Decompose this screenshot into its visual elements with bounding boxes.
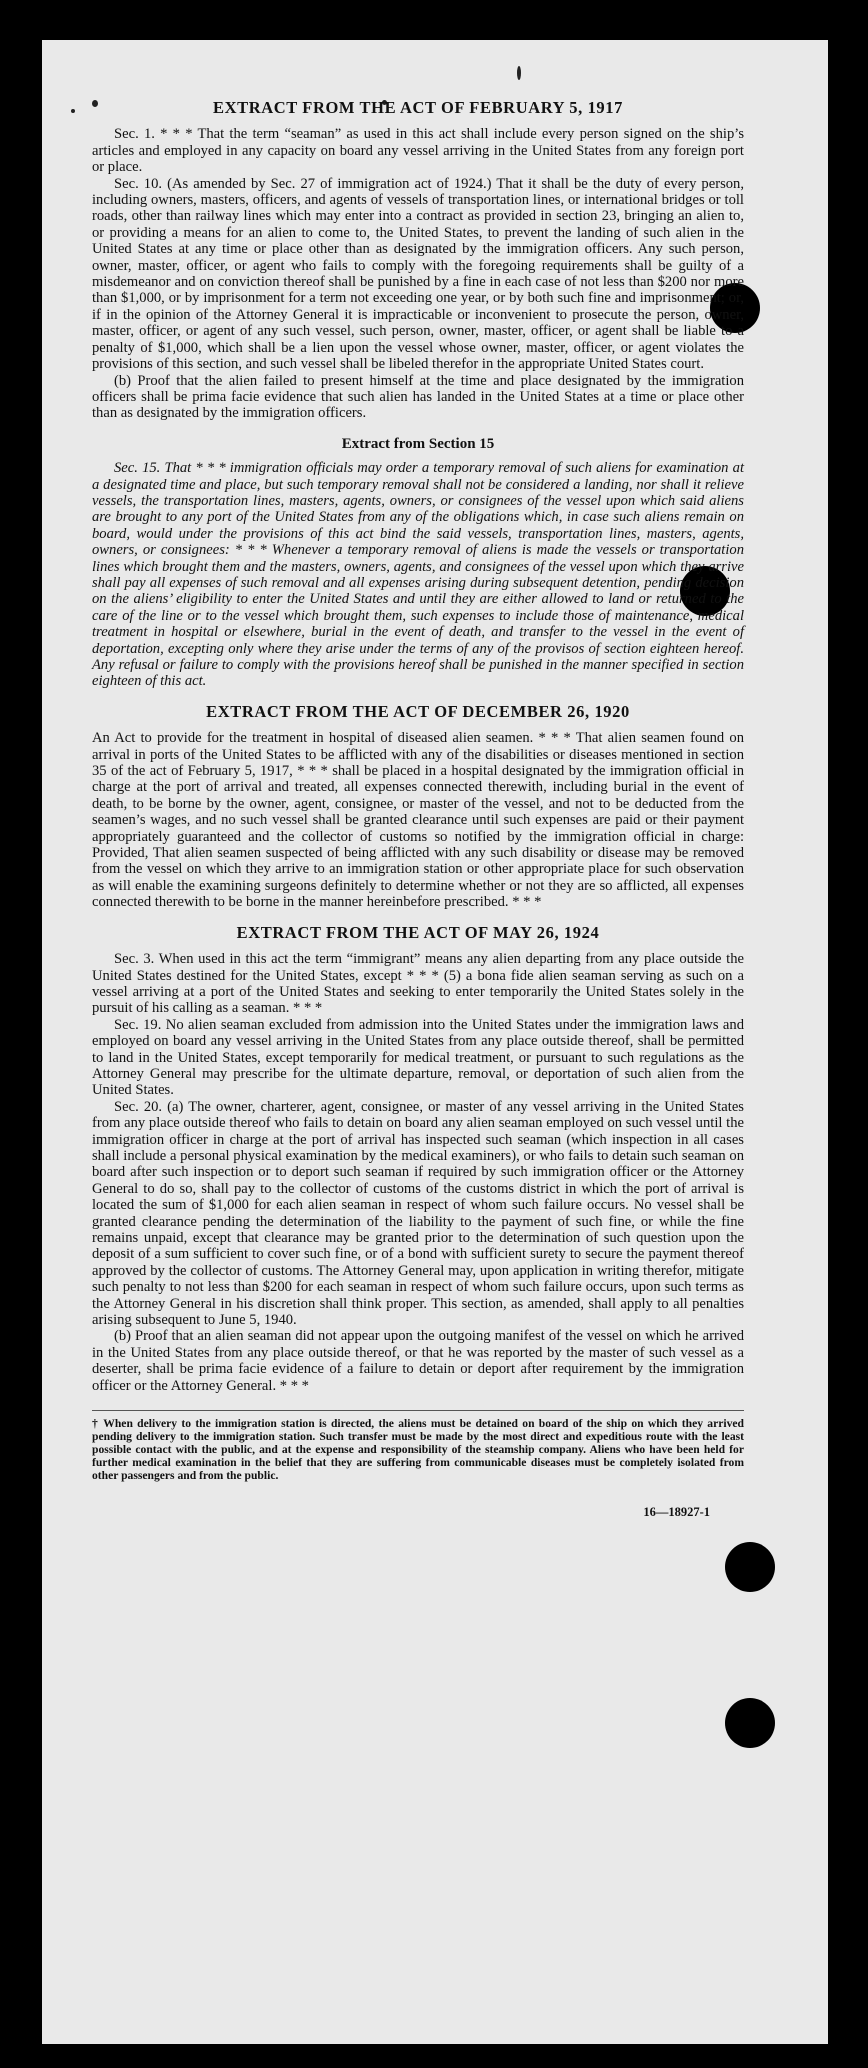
paragraph-sec-3: Sec. 3. When used in this act the term “immigrant” means any alien departing from any place outside the United States destined for the United States, except * * * (5) a bona fide alien seaman serving as such on a vessel arriving at a port of the United States and seeking to enter temporarily the United States solely in the pursuit of his calling as a seaman. * * *	[92, 951, 744, 1017]
scan-speck	[71, 109, 75, 113]
section-extract-15	[92, 436, 744, 690]
paragraph-sec-1: Sec. 1. * * * That the term “seaman” as used in this act shall include every person signed on the ship’s articles and employed in any capacity on board any vessel arriving in the United States from any foreign port or place.	[92, 126, 744, 176]
section-heading: EXTRACT FROM THE ACT OF MAY 26, 1924	[236, 922, 600, 942]
punch-hole	[725, 1542, 775, 1592]
scan-speck	[517, 66, 521, 80]
paragraph-sec-10-b: (b) Proof that the alien failed to present himself at the time and place designated by the immigration officers shall be prima facie evidence that such alien has landed in the United States at a time or place other than as designated by the immigration officers.	[92, 372, 744, 422]
section-act-1917	[92, 100, 744, 422]
footnote: † When delivery to the immigration station is directed, the aliens must be detained on board of the ship on which they arrived pending delivery to the immigration station. Such transfer must be made by the most direct and expeditious route with the least possible contact with the public, and at the expense and responsibility of the steamship company. Aliens who have been held for further medical examination in the belief that they are suffering from communicable diseases must be completely isolated from other passengers and from the public.	[92, 1410, 744, 1482]
document-body	[92, 100, 744, 1520]
paragraph-sec-15: Sec. 15. That * * * immigration officials may order a temporary removal of such aliens for examination at a designated time and place, but such temporary removal shall not be considered a landing, nor shall it relieve vessels, the transportation lines, masters, agents, owners, or consignees of the vessel upon which said aliens are brought to any port of the United States from any of the obligations which, in case such aliens remain on board, would under the provisions of this act bind the said vessels, transportation lines, masters, agents, owners, or consignees: * * * Whenever a temporary removal of aliens is made the vessels or transportation lines which brought them and the masters, owners, agents, and consignees of the vessel upon which they arrive shall pay all expenses of such removal and all expenses arising during subsequent detention, pending decision on the aliens’ eligibility to enter the United States and until they are either allowed to land or returned to the care of the line or to the vessel which brought them, such expenses to include those of maintenance, medical treatment in hospital or elsewhere, burial in the event of death, and transfer to the vessel in the event of deportation, excepting only where they arise under the terms of any of the provisos of section eighteen hereof. Any refusal or failure to comply with the provisions hereof shall be punished in the manner specified in section eighteen of this act.	[92, 460, 744, 690]
form-number: 16—18927-1	[643, 1505, 710, 1520]
section-act-1920	[92, 701, 744, 911]
paragraph-act-1920: An Act to provide for the treatment in hospital of diseased alien seamen. * * * That alien seamen found on arrival in ports of the United States to be afflicted with any of the disabilities or diseases mentioned in section 35 of the act of February 5, 1917, * * * shall be placed in a hospital designated by the immigration official in charge at the port of arrival and treated, all expenses connected therewith, including burial in the event of death, to be borne by the owner, agent, consignee, or master of the vessel, and not to be deducted from the seamen’s wages, and no such vessel shall be granted clearance until such expenses are paid or their payment appropriately guaranteed and the collector of customs so notified by the immigration official in charge: Provided, That alien seamen suspected of being afflicted with any such disability or disease may be removed from the vessel on which they arrive to an immigration station or other appropriate place for such observation as will enable the examining surgeons definitely to determine whether or not they are so afflicted, all expenses connected therewith to be borne in the manner hereinbefore prescribed. * * *	[92, 730, 744, 911]
section-act-1924	[92, 922, 744, 1394]
section-heading: EXTRACT FROM THE ACT OF FEBRUARY 5, 1917	[213, 98, 623, 117]
punch-hole	[725, 1698, 775, 1748]
paragraph-sec-20-b: (b) Proof that an alien seaman did not appear upon the outgoing manifest of the vessel on which he arrived in the United States from any place outside thereof, or that he was reported by the master of such vessel as a deserter, shall be prima facie evidence of a failure to detain or deport after requirement by the immigration officer or the Attorney General. * * *	[92, 1328, 744, 1394]
paragraph-sec-20-a: Sec. 20. (a) The owner, charterer, agent, consignee, or master of any vessel arriving in the United States from any place outside thereof who fails to detain on board any alien seaman employed on such vessel until the immigration officer in charge at the port of arrival has inspected such seaman (which inspection in all cases shall include a personal physical examination by the medical examiners), or who fails to detain such seaman on board after such inspection or to deport such seaman if required by such immigration officer or the Attorney General to do so, shall pay to the collector of customs of the customs district in which the port of arrival is located the sum of $1,000 for each alien seaman in respect of whom such failure occurs. No vessel shall be granted clearance pending the determination of the liability to the payment of such fine, or while the fine remains unpaid, except that clearance may be granted prior to the determination of such question upon the deposit of a sum sufficient to cover such fine, or of a bond with sufficient surety to secure the payment thereof approved by the collector of customs. The Attorney General may, upon application in writing therefor, mitigate such penalty to not less than $200 for each seaman in respect of whom such failure occurs, upon such terms as the Attorney General in his discretion shall think proper. This section, as amended, shall apply to all penalties arising subsequent to June 5, 1940.	[92, 1098, 744, 1329]
paragraph-sec-19: Sec. 19. No alien seaman excluded from admission into the United States under the immigration laws and employed on board any vessel arriving in the United States from any place outside thereof, shall be permitted to land in the United States, except temporarily for medical treatment, or pursuant to such regulations as the Attorney General may prescribe for the ultimate departure, removal, or deportation of such alien from the United States.	[92, 1016, 744, 1099]
section-heading: EXTRACT FROM THE ACT OF DECEMBER 26, 1920	[206, 701, 630, 721]
paragraph-sec-10: Sec. 10. (As amended by Sec. 27 of immigration act of 1924.) That it shall be the duty of every person, including owners, masters, officers, and agents of vessels of transportation lines, or international bridges or toll roads, other than railway lines which may enter into a contract as provided in section 23, bringing an alien to, or providing a means for an alien to come to, the United States, to prevent the landing of such alien in the United States at any time or place other than as designated by the immigration officers. Any such person, owner, master, officer, or agent who fails to comply with the foregoing requirements shall be guilty of a misdemeanor and on conviction thereof shall be punished by a fine in each case of not less than $200 nor more than $1,000, or by imprisonment for a term not exceeding one year, or by both such fine and imprisonment; or, if in the opinion of the Attorney General it is impracticable or inconvenient to prosecute the person, owner, master, officer, or agent of any such vessel, such person, owner, master, officer, or agent shall be liable to a penalty of $1,000, which shall be a lien upon the vessel whose owner, master, officer, or agent violates the provisions of this section, and such vessel shall be libeled therefor in the appropriate United States court.	[92, 175, 744, 373]
section-heading: Extract from Section 15	[341, 435, 495, 452]
